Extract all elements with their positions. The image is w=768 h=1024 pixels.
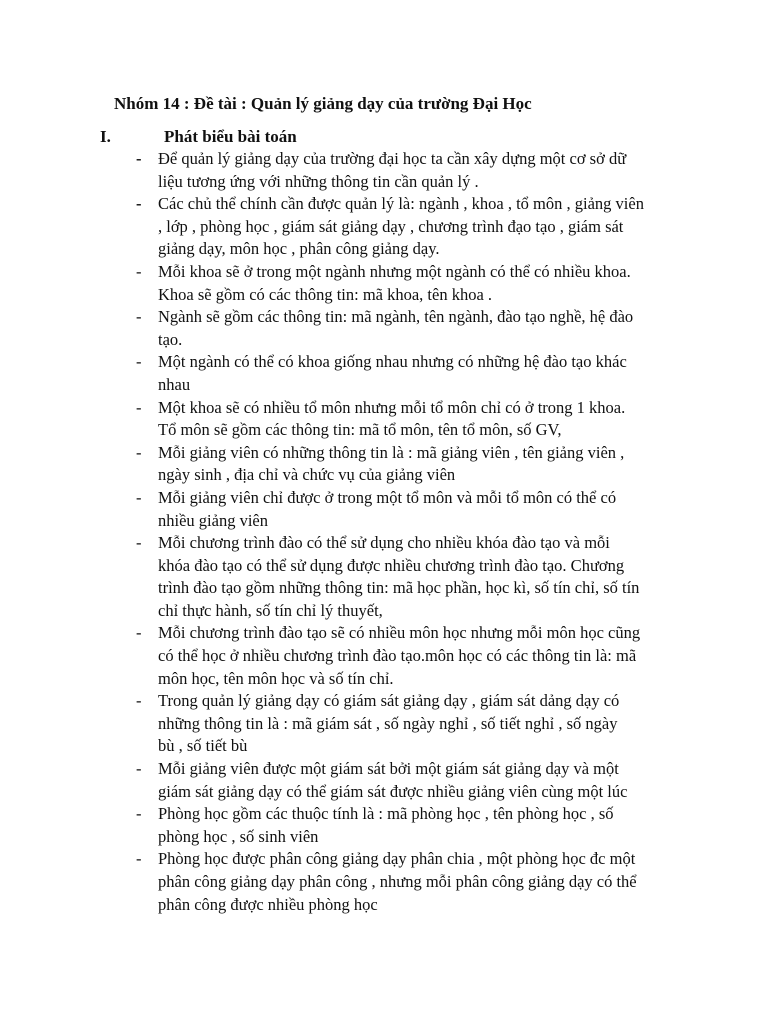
section-problem-statement [100, 126, 680, 916]
text-line: liệu tương ứng với những thông tin cần quản lý . [158, 171, 479, 191]
bullet-marker: - [136, 307, 142, 327]
bullet-marker: - [136, 261, 142, 281]
text-line: giám sát giảng dạy có thể giám sát được nhiều giảng viên cùng một lúc [158, 781, 628, 801]
list-item-text [158, 803, 678, 848]
list-item [100, 532, 680, 622]
list-item [100, 397, 680, 442]
text-line: Tổ môn sẽ gồm các thông tin: mã tổ môn, tên tổ môn, số GV, [158, 420, 562, 440]
list-item-text [158, 532, 678, 622]
list-item-text [158, 690, 678, 758]
text-line: Phòng học gồm các thuộc tính là : mã phòng học , tên phòng học , số [158, 804, 614, 824]
text-line: nhau [158, 374, 191, 394]
text-line: tạo. [158, 329, 183, 349]
bullet-marker: - [136, 759, 142, 779]
document-title: Nhóm 14 : Đề tài : Quản lý giảng dạy của trường Đại Học [114, 94, 532, 113]
bullet-marker: - [136, 623, 142, 643]
text-line: phân công giảng dạy phân công , nhưng mỗi phân công giảng dạy có thể [158, 872, 637, 891]
text-line: giảng dạy, môn học , phân công giảng dạy. [158, 239, 440, 259]
text-line: chỉ thực hành, số tín chỉ lý thuyết, [158, 600, 383, 620]
text-line: bù , số tiết bù [158, 736, 248, 756]
list-item [100, 690, 680, 758]
bullet-marker: - [136, 397, 142, 417]
list-item-text [158, 148, 678, 193]
bullet-marker: - [136, 533, 142, 553]
text-line: , lớp , phòng học , giám sát giảng dạy , chương trình đạo tạo , giám sát [158, 216, 624, 236]
list-item-text [158, 193, 678, 261]
bullet-marker: - [136, 194, 142, 214]
bullet-list [100, 148, 680, 916]
text-line: Khoa sẽ gồm có các thông tin: mã khoa, tên khoa . [158, 284, 493, 304]
list-item-text [158, 848, 678, 916]
text-line: Các chủ thể chính cần được quản lý là: ngành , khoa , tổ môn , giảng viên [158, 194, 644, 214]
list-item [100, 803, 680, 848]
text-line: Mỗi chương trình đào tạo sẽ có nhiều môn học nhưng mỗi môn học cũng [158, 623, 641, 643]
list-item-text [158, 487, 678, 532]
list-item [100, 848, 680, 916]
text-line: Một ngành có thể có khoa giống nhau nhưng có những hệ đào tạo khác [158, 352, 627, 372]
list-item [100, 442, 680, 487]
list-item [100, 306, 680, 351]
text-line: Một khoa sẽ có nhiều tổ môn nhưng mỗi tổ môn chỉ có ở trong 1 khoa. [158, 397, 626, 417]
list-item [100, 193, 680, 261]
list-item [100, 351, 680, 396]
list-item [100, 148, 680, 193]
text-line: môn học, tên môn học và số tín chỉ. [158, 668, 394, 688]
bullet-marker: - [136, 442, 142, 462]
bullet-marker: - [136, 691, 142, 711]
bullet-marker: - [136, 149, 142, 168]
list-item-text [158, 397, 678, 442]
bullet-marker: - [136, 487, 142, 507]
text-line: Mỗi giảng viên có những thông tin là : mã giảng viên , tên giảng viên , [158, 442, 625, 462]
list-item-text [158, 758, 678, 803]
section-heading [100, 126, 680, 148]
text-line: những thông tin là : mã giám sát , số ngày nghỉ , số tiết nghỉ , số ngày [158, 713, 618, 733]
list-item [100, 487, 680, 532]
text-line: phòng học , số sinh viên [158, 826, 319, 846]
bullet-marker: - [136, 804, 142, 824]
text-line: Phòng học được phân công giảng dạy phân chia , một phòng học đc một [158, 849, 636, 869]
text-line: phân công được nhiều phòng học [158, 894, 378, 914]
list-item-text [158, 442, 678, 487]
text-line: khóa đào tạo có thể sử dụng được nhiều chương trình đào tạo. Chương [158, 555, 625, 575]
text-line: Mỗi chương trình đào có thể sử dụng cho nhiều khóa đào tạo và mỗi [158, 533, 610, 553]
bullet-marker: - [136, 352, 142, 372]
list-item [100, 622, 680, 690]
text-line: trình đào tạo gồm những thông tin: mã học phần, học kì, số tín chỉ, số tín [158, 578, 640, 598]
text-line: ngày sinh , địa chỉ và chức vụ của giảng viên [158, 465, 456, 485]
text-line: Để quản lý giảng dạy của trường đại học ta cần xây dựng một cơ sở dữ [158, 149, 627, 168]
list-item-text [158, 351, 678, 396]
list-item [100, 261, 680, 306]
text-line: có thể học ở nhiều chương trình đào tạo.môn học có các thông tin là: mã [158, 646, 637, 666]
text-line: Mỗi giảng viên chỉ được ở trong một tổ môn và mỗi tổ môn có thể có [158, 487, 617, 507]
list-item [100, 758, 680, 803]
bullet-marker: - [136, 849, 142, 869]
text-line: Mỗi giảng viên được một giám sát bởi một giám sát giảng dạy và một [158, 759, 619, 779]
text-line: Mỗi khoa sẽ ở trong một ngành nhưng một ngành có thể có nhiều khoa. [158, 261, 631, 281]
text-line: nhiều giảng viên [158, 510, 268, 530]
list-item-text [158, 306, 678, 351]
text-line: Ngành sẽ gồm các thông tin: mã ngành, tên ngành, đào tạo nghề, hệ đào [158, 307, 634, 327]
section-number: I. [100, 127, 111, 146]
list-item-text [158, 261, 678, 306]
section-heading-text: Phát biểu bài toán [164, 127, 297, 146]
text-line: Trong quản lý giảng dạy có giám sát giảng dạy , giám sát dảng dạy có [158, 691, 620, 711]
list-item-text [158, 622, 678, 690]
